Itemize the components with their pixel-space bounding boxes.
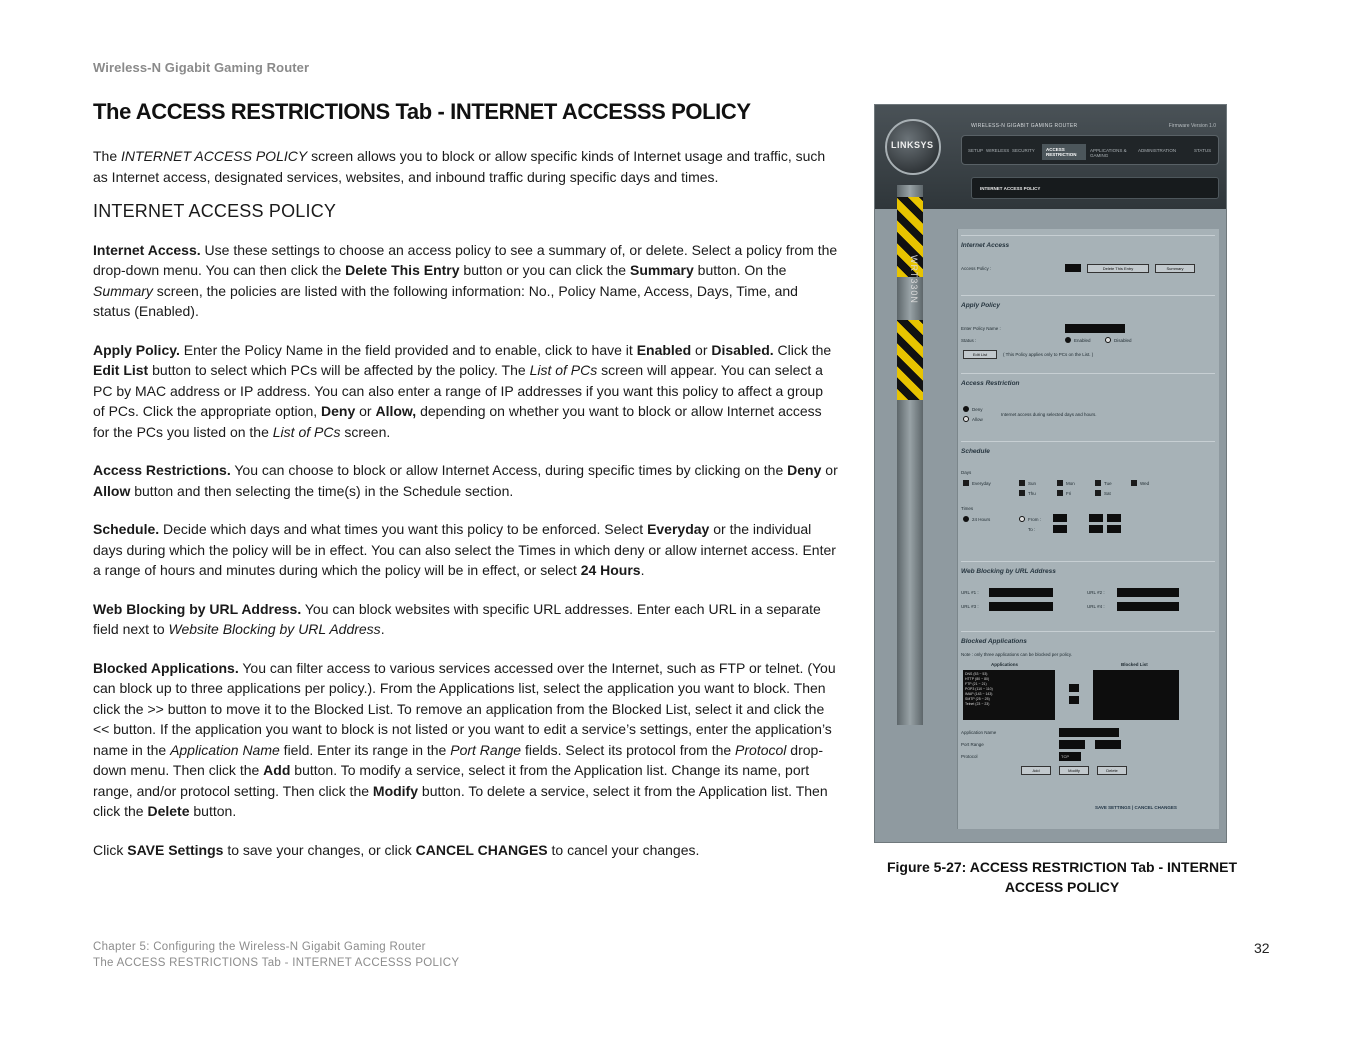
day-checkbox[interactable] — [1095, 480, 1101, 486]
schedule-paragraph: Schedule. Decide which days and what times you want this policy to be enforced. Select Everyday or the individual days during which the policy will be in effect. You can also select the Times in which deny or allow internet access. Enter a range of hours and minutes during which the policy will be in effect, or select 24 Hours. — [93, 521, 836, 578]
tab-setup[interactable]: SETUP — [968, 148, 984, 153]
page-footer — [93, 939, 459, 971]
subtab-bar — [971, 177, 1219, 199]
day-checkbox[interactable] — [1057, 490, 1063, 496]
day-label: Fri — [1066, 491, 1072, 496]
web-blocking-paragraph: Web Blocking by URL Address. You can block websites with specific URL addresses. Enter each URL in a separate field next to Website Blocking by URL Address. — [93, 600, 821, 637]
save-cancel-links: SAVE SETTINGS | CANCEL CHANGES — [1095, 805, 1177, 810]
list-item[interactable]: POP3 (110 ~ 110) — [965, 687, 993, 691]
allow-radio[interactable] — [963, 416, 969, 422]
section-title: Web Blocking by URL Address — [961, 568, 1056, 575]
summary-button[interactable]: Summary — [1155, 264, 1195, 273]
applications-header: Applications — [991, 662, 1019, 667]
url-input[interactable] — [1117, 602, 1179, 611]
24-hours-radio[interactable] — [963, 516, 969, 522]
url-label: URL #4 : — [1087, 604, 1105, 609]
deny-radio[interactable] — [963, 406, 969, 412]
section-title: Access Restriction — [961, 380, 1020, 387]
subtab-internet-access-policy[interactable]: INTERNET ACCESS POLICY — [980, 186, 1041, 191]
hazard-stripes — [897, 320, 923, 400]
everyday-label: Everyday — [972, 481, 991, 486]
deny-label: Deny — [972, 407, 983, 412]
tab-security[interactable]: SECURITY — [1012, 148, 1035, 153]
blocked-applications-paragraph: Blocked Applications. You can filter access to various services accessed over the Internet, such as FTP or telnet. (You can block up to three applications per policy.). From the Applications list, select the application you want to block. Then click the >> button to move it to the Blocked List. To remove an application from the Blocked List, select it and click the << button. If the application you want to block is not listed or you want to edit a service’s settings, enter the application’s name in the Application Name field. Enter its range in the Port Range fields. Select its protocol from the Protocol drop-down menu. Then click the Add button. To modify a service, select it from the Application list. Change its name, port range, and/or protocol setting. Then click the Modify button. To delete a service, select it from the Application list. Then click the Delete button. — [93, 659, 836, 819]
schedule-section — [961, 441, 1215, 551]
enabled-label: Enabled — [1074, 338, 1091, 343]
delete-entry-button[interactable]: Delete This Entry — [1087, 264, 1149, 273]
tab-bar — [961, 135, 1219, 165]
modify-button[interactable]: Modify — [1059, 766, 1089, 775]
tab-wireless[interactable]: WIRELESS — [986, 148, 1010, 153]
days-label: Days — [961, 470, 972, 475]
day-checkbox[interactable] — [1131, 480, 1137, 486]
allow-label: Allow — [972, 417, 983, 422]
url-label: URL #2 : — [1087, 590, 1105, 595]
policy-select[interactable] — [1065, 264, 1081, 272]
internet-access-paragraph: Internet Access. Use these settings to choose an access policy to see a summary of, or delete. Select a policy from the drop-down menu. You can then click the Delete This Entry button or you can click the Summary button. On the Summary screen, the policies are listed with the following information: No., Policy Name, Access, Days, Time, and status (Enabled). — [93, 241, 838, 319]
day-label: Thu — [1028, 491, 1036, 496]
move-left-button[interactable] — [1069, 696, 1079, 704]
url-input[interactable] — [1117, 588, 1179, 597]
list-item[interactable]: DNS (53 ~ 53) — [965, 672, 988, 676]
port-start-input[interactable] — [1059, 740, 1085, 749]
policy-name-label: Enter Policy Name : — [961, 326, 1001, 331]
day-checkbox[interactable] — [1019, 480, 1025, 486]
apply-policy-section — [961, 295, 1215, 373]
from-hour-select[interactable] — [1053, 514, 1067, 522]
closing-paragraph: Click SAVE Settings to save your changes, or click CANCEL CHANGES to cancel your changes. — [93, 841, 700, 858]
protocol-label: Protocol — [961, 754, 978, 759]
body-text — [93, 146, 838, 878]
day-checkbox[interactable] — [1095, 490, 1101, 496]
page-title: The ACCESS RESTRICTIONS Tab - INTERNET ACCESSS POLICY — [93, 99, 751, 124]
port-end-input[interactable] — [1095, 740, 1121, 749]
time-range-radio[interactable] — [1019, 516, 1025, 522]
protocol-select[interactable]: TCP — [1059, 752, 1081, 761]
tab-applications-gaming[interactable]: APPLICATIONS & GAMING — [1090, 148, 1127, 158]
day-label: Sun — [1028, 481, 1037, 486]
list-item[interactable]: SMTP (25 ~ 25) — [965, 697, 990, 701]
app-name-input[interactable] — [1059, 728, 1119, 737]
page-number: 32 — [1254, 940, 1270, 956]
edit-list-button[interactable]: Edit List — [963, 350, 997, 359]
tab-administration[interactable]: ADMINISTRATION — [1138, 148, 1177, 153]
day-label: Tue — [1104, 481, 1112, 486]
web-blocking-section — [961, 561, 1215, 621]
day-checkbox[interactable] — [1057, 480, 1063, 486]
blocked-note: Note : only three applications can be blocked per policy. — [961, 652, 1072, 657]
access-restriction-section — [961, 373, 1215, 441]
intro-paragraph: The INTERNET ACCESS POLICY screen allows you to block or allow specific kinds of Internet usage and traffic, such as Internet access, designated services, websites, and inbound traffic during specific days and times. — [93, 148, 826, 185]
enabled-radio[interactable] — [1065, 337, 1071, 343]
everyday-checkbox[interactable] — [963, 480, 969, 486]
list-item[interactable]: FTP (21 ~ 21) — [965, 682, 987, 686]
day-label: Wed — [1140, 481, 1150, 486]
list-item[interactable]: Telnet (23 ~ 23) — [965, 702, 990, 706]
policy-name-input[interactable] — [1065, 324, 1125, 333]
blocked-list-header: Blocked List — [1121, 662, 1148, 667]
from-minute-select[interactable] — [1089, 514, 1103, 522]
edit-list-note: ( This Policy applies only to PCs on the List. ) — [1003, 352, 1094, 357]
internet-access-section — [961, 235, 1215, 295]
list-item[interactable]: IMAP (143 ~ 143) — [965, 692, 993, 696]
disabled-radio[interactable] — [1105, 337, 1111, 343]
times-label: Times — [961, 506, 974, 511]
router-name: WIRELESS-N GIGABIT GAMING ROUTER — [971, 123, 1078, 129]
access-policy-label: Access Policy : — [961, 266, 992, 271]
disabled-label: Disabled — [1114, 338, 1132, 343]
section-title: Internet Access — [961, 242, 1010, 249]
tab-access-restriction[interactable]: ACCESS RESTRICTION — [1042, 144, 1086, 160]
to-hour-select[interactable] — [1053, 525, 1067, 533]
model-label: WRT330N — [909, 255, 919, 304]
day-label: Mon — [1066, 481, 1075, 486]
blocked-list[interactable] — [1093, 670, 1179, 720]
list-item[interactable]: HTTP (80 ~ 80) — [965, 677, 990, 681]
to-label: To : — [1028, 527, 1036, 532]
figure-caption: Figure 5-27: ACCESS RESTRICTION Tab - INTERNET ACCESS POLICY — [886, 859, 1238, 895]
url-input[interactable] — [989, 588, 1053, 597]
firmware-version: Firmware Version 1.0 — [1168, 123, 1216, 129]
tab-status[interactable]: STATUS — [1194, 148, 1212, 153]
section-title: Blocked Applications — [961, 638, 1027, 645]
footer-section: The ACCESS RESTRICTIONS Tab - INTERNET ACCESSS POLICY — [93, 957, 460, 969]
section-title: Schedule — [961, 448, 990, 455]
add-button[interactable]: Add — [1021, 766, 1051, 775]
app-name-label: Application Name — [961, 730, 997, 735]
to-minute-select[interactable] — [1089, 525, 1103, 533]
to-ampm-select[interactable] — [1107, 525, 1121, 533]
section-subheading: INTERNET ACCESS POLICY — [93, 201, 337, 221]
running-head: Wireless-N Gigabit Gaming Router — [93, 60, 310, 75]
apply-policy-paragraph: Apply Policy. Enter the Policy Name in the field provided and to enable, click to have it Enabled or Disabled. Click the Edit List button to select which PCs will be affected by the policy. The List of PCs screen will appear. You can select a PC by MAC address or IP address. You can also enter a range of IP addresses if you want this policy to affect a group of PCs. Click the appropriate option, Deny or Allow, depending on whether you want to block or allow Internet access for the PCs you listed on the List of PCs screen. — [93, 341, 832, 440]
port-range-label: Port Range — [961, 742, 984, 747]
router-screenshot — [874, 104, 1227, 843]
linksys-logo: LINKSYS — [885, 119, 941, 175]
status-label: Status : — [961, 338, 977, 343]
move-right-button[interactable] — [1069, 684, 1079, 692]
day-label: Sat — [1104, 491, 1111, 496]
section-title: Apply Policy — [961, 302, 1001, 309]
day-checkbox[interactable] — [1019, 490, 1025, 496]
save-settings-link[interactable]: SAVE SETTINGS — [1095, 805, 1131, 810]
24-hours-label: 24 Hours — [972, 517, 991, 522]
blocked-applications-section — [961, 631, 1215, 801]
from-ampm-select[interactable] — [1107, 514, 1121, 522]
url-label: URL #1 : — [961, 590, 979, 595]
applications-list[interactable] — [963, 670, 1055, 720]
access-restrictions-paragraph: Access Restrictions. You can choose to block or allow Internet Access, during specific times by clicking on the Deny or Allow button and then selecting the time(s) in the Schedule section. — [93, 462, 838, 499]
footer-chapter: Chapter 5: Configuring the Wireless-N Gigabit Gaming Router — [93, 941, 426, 953]
url-label: URL #3 : — [961, 604, 979, 609]
restriction-note: Internet access during selected days and hours. — [1001, 412, 1097, 417]
from-label: From : — [1028, 517, 1041, 522]
url-input[interactable] — [989, 602, 1053, 611]
delete-button[interactable]: Delete — [1097, 766, 1127, 775]
cancel-changes-link[interactable]: CANCEL CHANGES — [1134, 805, 1177, 810]
screenshot-header — [875, 105, 1227, 209]
